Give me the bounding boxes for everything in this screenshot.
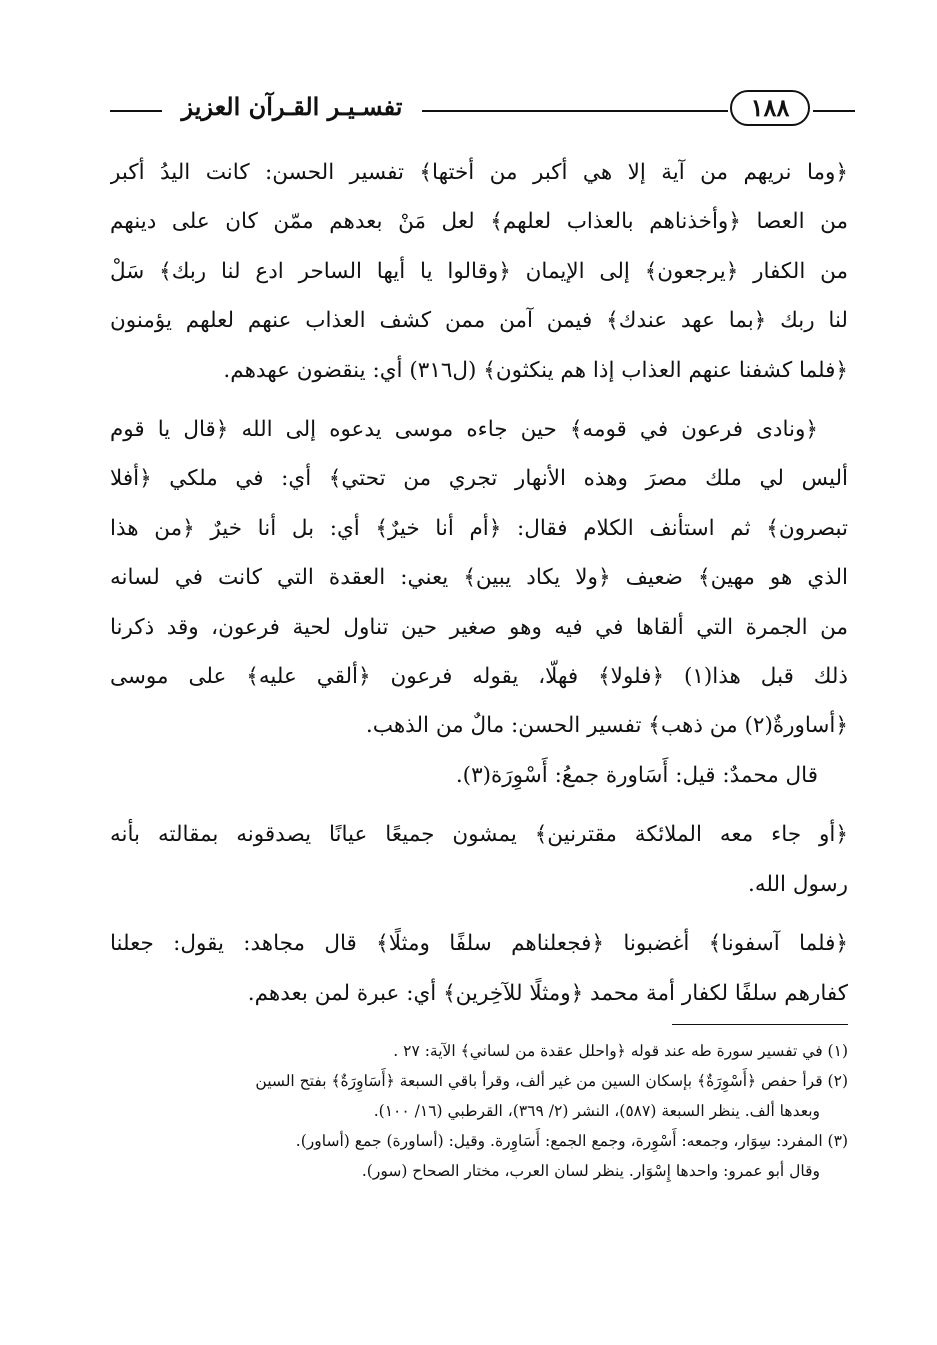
text-line: لنا ربك ﴿بما عهد عندك﴾ فيمن آمن ممن كشف العذاب عنهم لعلهم يؤمنون: [110, 308, 848, 334]
header-rule-left: [110, 110, 162, 112]
footnote-3: (٣) المفرد: سِوَار، وجمعه: أَسْوِرة، وجمع الجمع: أَسَاوِرة. وقيل: (أساورة) جمع (أساور).: [295, 1132, 848, 1150]
paragraph-4: [110, 810, 848, 909]
paragraph-2: [110, 405, 848, 751]
footnote-3-continued: وقال أبو عمرو: واحدها إِسْوَار. ينظر لسان العرب، مختار الصحاح (سور).: [361, 1162, 820, 1180]
footnote-2: (٢) قرأ حفص ﴿أَسْوِرَةٌ﴾ بإسكان السين من غير ألف، وقرأ باقي السبعة ﴿أَسَاوِرَةٌ﴾ بفتح السين: [255, 1072, 848, 1090]
text-line: من العصا ﴿وأخذناهم بالعذاب لعلهم﴾ لعل مَنْ بعدهم ممّن كان على دينهم: [110, 209, 848, 235]
text-line: من الجمرة التي ألقاها في فيه وهو صغير حين تناول لحية فرعون، وقد ذكرنا: [110, 614, 848, 640]
page-header: [110, 88, 855, 132]
paragraph-3: [110, 751, 848, 800]
running-title: تفسـيـر القـرآن العزيز: [181, 92, 403, 121]
text-line: ﴿وما نريهم من آية إلا هي أكبر من أختها﴾ تفسير الحسن: كانت اليدُ أكبر: [110, 160, 848, 185]
text-line: ﴿فلما آسفونا﴾ أغضبونا ﴿فجعلناهم سلفًا ومثلًا﴾ قال مجاهد: يقول: جعلنا: [110, 931, 848, 957]
text-line: ﴿ونادى فرعون في قومه﴾ حين جاءه موسى يدعوه إلى الله ﴿قال يا قوم: [110, 417, 818, 443]
header-rule-middle: [422, 110, 728, 112]
text-line: ﴿فلما كشفنا عنهم العذاب إذا هم ينكثون﴾ (ل٣١٦) أي: ينقضون عهدهم.: [223, 357, 848, 383]
header-rule-right: [813, 110, 855, 112]
text-line: ﴿أو جاء معه الملائكة مقترنين﴾ يمشون جميعًا عيانًا يصدقونه بمقالته بأنه: [110, 822, 848, 848]
text-line: رسول الله.: [748, 871, 848, 897]
text-line: ﴿أساورةٌ(٢) من ذهب﴾ تفسير الحسن: مالٌ من الذهب.: [365, 713, 848, 739]
text-line: تبصرون﴾ ثم استأنف الكلام فقال: ﴿أم أنا خيرٌ﴾ أي: بل أنا خيرٌ ﴿من هذا: [110, 515, 848, 541]
text-line: الذي هو مهين﴾ ضعيف ﴿ولا يكاد يبين﴾ يعني: العقدة التي كانت في لسانه: [110, 565, 848, 591]
text-line: من الكفار ﴿يرجعون﴾ إلى الإيمان ﴿وقالوا يا أيها الساحر ادع لنا ربك﴾ سَلْ: [110, 258, 848, 284]
footnote-2-continued: وبعدها ألف. ينظر السبعة (٥٨٧)، النشر (٢/ ٣٦٩)، القرطبي (١٦/ ١٠٠).: [373, 1102, 820, 1120]
footnote-1: (١) في تفسير سورة طه عند قوله ﴿واحلل عقدة من لساني﴾ الآية: ٢٧ .: [393, 1042, 848, 1060]
text-line: قال محمدٌ: قيل: أَسَاورة جمعُ: أَسْوِرَة(٣).: [455, 762, 818, 788]
footnote-separator: [672, 1024, 848, 1025]
text-line: ذلك قبل هذا(١) ﴿فلولا﴾ فهلّا، يقوله فرعون ﴿ألقي عليه﴾ على موسى: [110, 664, 848, 690]
paragraph-5: [110, 919, 848, 1018]
page-number: ١٨٨: [730, 90, 810, 126]
text-line: أليس لي ملك مصرَ وهذه الأنهار تجري من تحتي﴾ أي: في ملكي ﴿أفلا: [110, 466, 848, 492]
paragraph-1: [110, 148, 848, 395]
footnotes: [110, 1036, 848, 1186]
text-line: كفارهم سلفًا لكفار أمة محمد ﴿ومثلًا للآخِرين﴾ أي: عبرة لمن بعدهم.: [247, 980, 848, 1006]
main-text: [110, 148, 848, 1018]
